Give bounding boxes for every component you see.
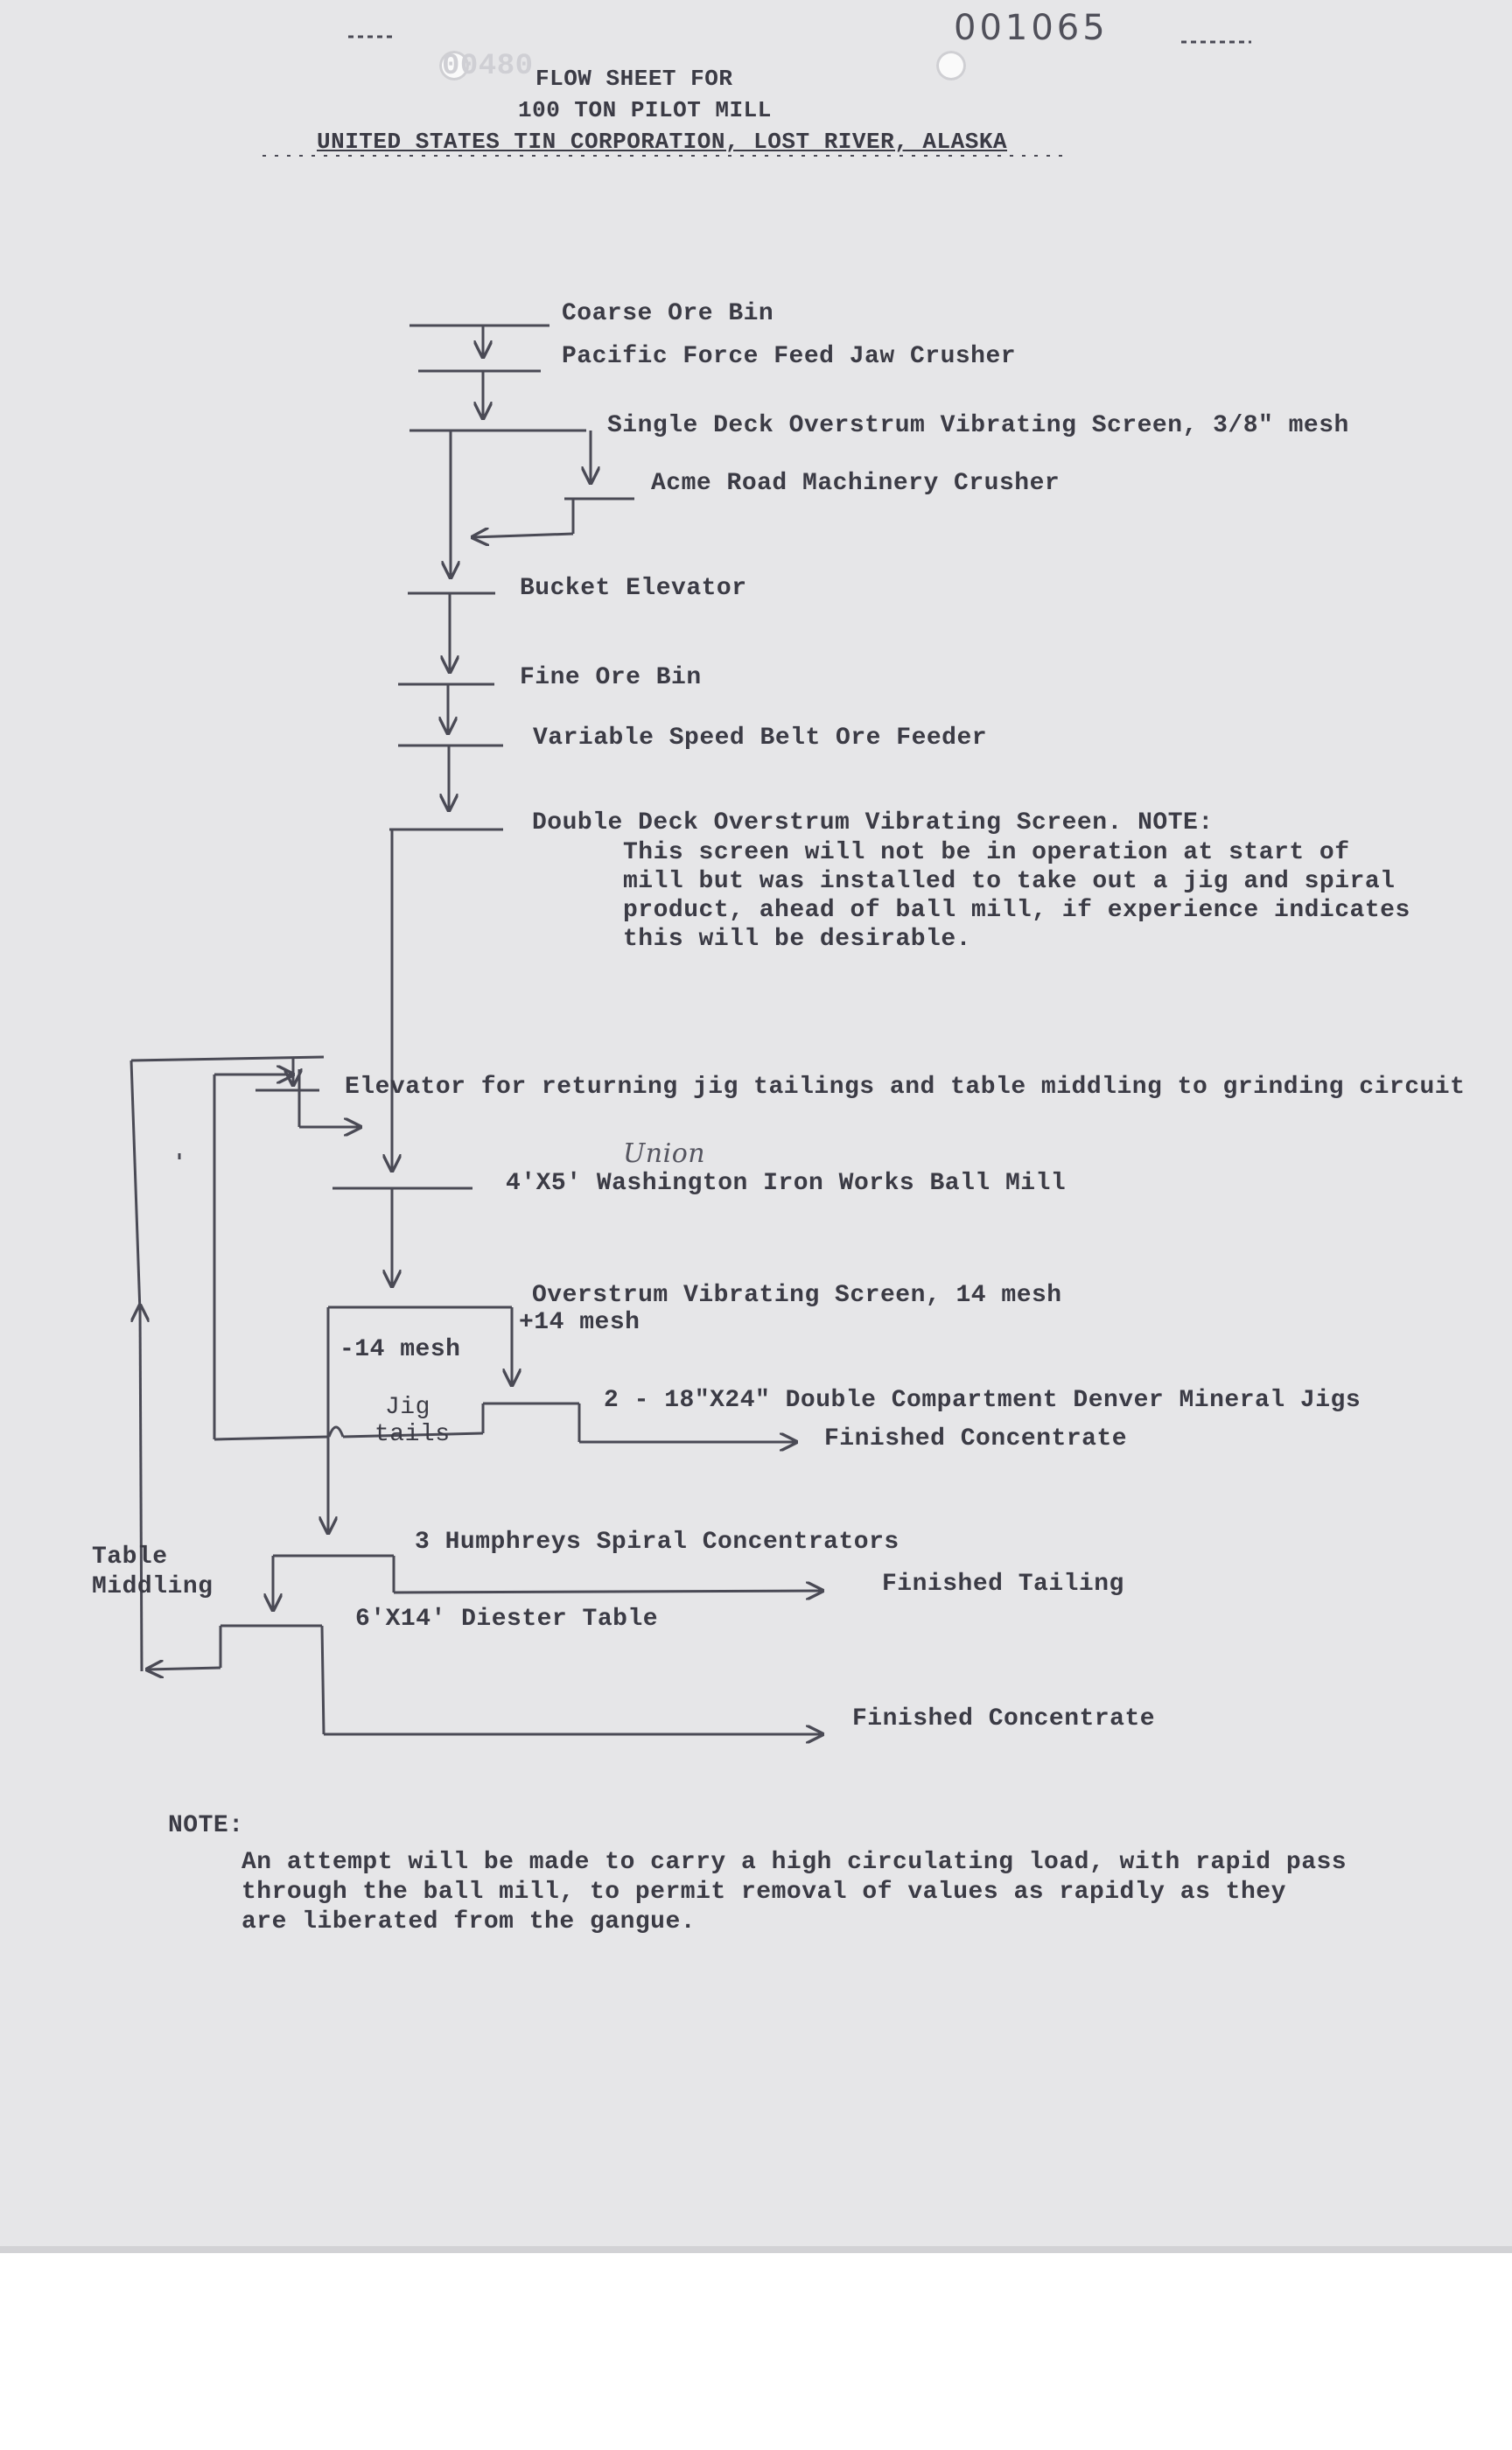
footer-note-label: NOTE: bbox=[168, 1812, 244, 1839]
output-finished-tailing: Finished Tailing bbox=[882, 1571, 1124, 1598]
step-return-elevator: Elevator for returning jig tailings and table middling to grinding circuit bbox=[345, 1074, 1466, 1101]
label-table: Table bbox=[92, 1544, 168, 1571]
label-tails: tails bbox=[374, 1421, 451, 1448]
step-jigs: 2 - 18"X24" Double Compartment Denver Mineral Jigs bbox=[604, 1387, 1362, 1414]
step-fine-ore-bin: Fine Ore Bin bbox=[520, 664, 702, 691]
step-single-deck-screen: Single Deck Overstrum Vibrating Screen, 3/8" mesh bbox=[607, 412, 1349, 439]
step-ball-mill: 4'X5' Washington Iron Works Ball Mill bbox=[506, 1170, 1067, 1197]
screen-note-line-4: this will be desirable. bbox=[623, 926, 971, 953]
document-number: 001065 bbox=[954, 8, 1109, 48]
footer-note-line-1: An attempt will be made to carry a high circulating load, with rapid pass bbox=[242, 1849, 1348, 1876]
step-table: 6'X14' Diester Table bbox=[355, 1606, 659, 1633]
label-middling: Middling bbox=[92, 1573, 214, 1600]
screen-note-line-3: product, ahead of ball mill, if experience indicates bbox=[623, 897, 1410, 924]
step-belt-feeder: Variable Speed Belt Ore Feeder bbox=[533, 724, 988, 752]
screen-note-line-1: This screen will not be in operation at start of bbox=[623, 839, 1350, 866]
step-vibrating-screen-14: Overstrum Vibrating Screen, 14 mesh bbox=[532, 1282, 1062, 1309]
footer-note-line-2: through the ball mill, to permit removal of values as rapidly as they bbox=[242, 1879, 1286, 1906]
step-acme-crusher: Acme Road Machinery Crusher bbox=[651, 470, 1060, 497]
step-coarse-ore-bin: Coarse Ore Bin bbox=[562, 300, 774, 327]
label-jig: Jig bbox=[385, 1394, 430, 1421]
handwritten-union: Union bbox=[623, 1138, 706, 1169]
output-finished-concentrate-1: Finished Concentrate bbox=[824, 1425, 1128, 1452]
step-double-deck-screen: Double Deck Overstrum Vibrating Screen. NOTE: bbox=[532, 809, 1214, 836]
output-finished-concentrate-2: Finished Concentrate bbox=[852, 1705, 1156, 1732]
label-minus-14-mesh: -14 mesh bbox=[340, 1336, 461, 1363]
title-line-2: 100 TON PILOT MILL bbox=[518, 97, 772, 123]
step-jaw-crusher: Pacific Force Feed Jaw Crusher bbox=[562, 343, 1017, 370]
label-plus-14-mesh: +14 mesh bbox=[519, 1309, 640, 1336]
title-line-3: UNITED STATES TIN CORPORATION, LOST RIVER, ALASKA bbox=[317, 129, 1008, 155]
screen-note-line-2: mill but was installed to take out a jig and spiral bbox=[623, 868, 1396, 895]
footer-note-line-3: are liberated from the gangue. bbox=[242, 1908, 696, 1936]
faint-stamp-number: 00480 bbox=[442, 50, 534, 83]
step-bucket-elevator: Bucket Elevator bbox=[520, 575, 747, 602]
step-spirals: 3 Humphreys Spiral Concentrators bbox=[415, 1529, 900, 1556]
title-line-1: FLOW SHEET FOR bbox=[536, 66, 733, 92]
